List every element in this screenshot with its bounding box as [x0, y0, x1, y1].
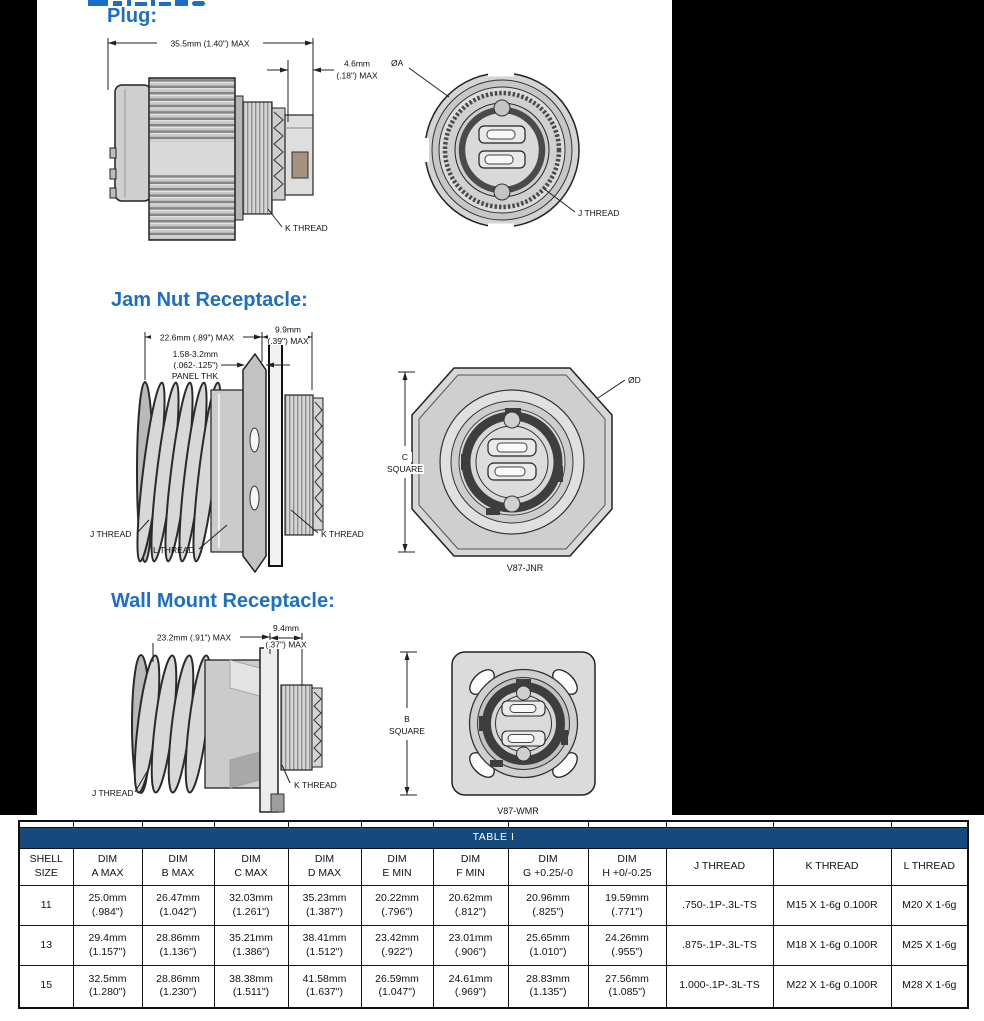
col-header-4: DIM D MAX [288, 849, 361, 886]
jnr-dia-d-label: ØD [628, 375, 641, 385]
table-cell: .875-.1P-.3L-TS [666, 926, 773, 966]
table-cell: 25.65mm (1.010") [508, 926, 588, 966]
col-header-5: DIM E MIN [361, 849, 433, 886]
wmr-tip-dim-line2: (.37") MAX [265, 639, 307, 650]
table-cell: 29.4mm (1.157") [73, 926, 142, 966]
jnr-panel [269, 334, 282, 566]
table-cell: M15 X 1-6g 0.100R [773, 886, 891, 926]
wmr-b-dim-letter: B [404, 714, 410, 724]
plug-side-view-drawing [95, 28, 390, 246]
table-cell: 26.59mm (1.047") [361, 966, 433, 1008]
table-cell: 11 [19, 886, 73, 926]
plug-heading: Plug: [107, 5, 157, 27]
table-row [19, 926, 968, 966]
table-cell: 38.41mm (1.512") [288, 926, 361, 966]
jnr-jam-nut [243, 354, 266, 572]
jnr-panel-dim-line3: PANEL THK [171, 371, 218, 381]
wmr-b-dim-word: SQUARE [389, 726, 425, 736]
table-cell: 24.26mm (.955") [588, 926, 666, 966]
table-cell: 41.58mm (1.637") [288, 966, 361, 1008]
jam-nut-front-view-drawing [385, 356, 655, 584]
table-title: TABLE I [19, 828, 968, 849]
table-cell: 35.21mm (1.386") [214, 926, 288, 966]
plug-front-view-drawing [385, 40, 645, 238]
jnr-panel-dim-line2: (.062-.125") [173, 360, 218, 370]
plug-j-thread-label: J THREAD [578, 208, 620, 218]
jnr-c-dim-word: SQUARE [387, 464, 423, 474]
table-cell: M18 X 1-6g 0.100R [773, 926, 891, 966]
table-cell: 28.83mm (1.135") [508, 966, 588, 1008]
plug-dia-a-label: ØA [391, 58, 404, 68]
jam-nut-side-view-drawing [85, 320, 385, 572]
wmr-length-dim: 23.2mm (.91") MAX [156, 632, 232, 643]
table-cell: 1.000-.1P-.3L-TS [666, 966, 773, 1008]
table-cell: 38.38mm (1.511") [214, 966, 288, 1008]
col-header-10: K THREAD [773, 849, 891, 886]
table-cell: 25.0mm (.984") [73, 886, 142, 926]
table-cell: 19.59mm (.771") [588, 886, 666, 926]
jnr-barrel [211, 390, 245, 552]
col-header-6: DIM F MIN [433, 849, 508, 886]
table-cell: 32.03mm (1.261") [214, 886, 288, 926]
wall-mount-front-view-drawing [385, 638, 655, 820]
col-header-2: DIM B MAX [142, 849, 214, 886]
plug-k-thread-label: K THREAD [285, 223, 328, 233]
jam-nut-heading: Jam Nut Receptacle: [111, 289, 308, 311]
plug-length-dim: 35.5mm (1.40") MAX [170, 38, 250, 49]
table-cell: 27.56mm (1.085") [588, 966, 666, 1008]
table-cell: 20.62mm (.812") [433, 886, 508, 926]
right-black-band [672, 0, 984, 815]
table-cell: 13 [19, 926, 73, 966]
plug-knurl-bottom [149, 175, 235, 240]
plug-tip-dim-line1: 4.6mm [344, 58, 370, 69]
col-header-8: DIM H +0/-0.25 [588, 849, 666, 886]
jnr-nut-dim-line2: (.39") MAX [267, 336, 309, 346]
table-cell: M20 X 1-6g [891, 886, 968, 926]
jnr-k-thread-label: K THREAD [321, 529, 364, 539]
table-cell: 20.96mm (.825") [508, 886, 588, 926]
wmr-tip-dim-line1: 9.4mm [273, 623, 299, 633]
table-cell: 20.22mm (.796") [361, 886, 433, 926]
jnr-l-thread-label: L THREAD [153, 545, 195, 555]
col-header-9: J THREAD [666, 849, 773, 886]
jnr-panel-dim-line1: 1.58-3.2mm [172, 349, 218, 359]
table-cell: M28 X 1-6g [891, 966, 968, 1008]
jnr-c-dim-letter: C [401, 452, 409, 462]
plug-contact [292, 152, 308, 178]
wmr-caption: V87-WMR [497, 806, 539, 816]
plug-tip-dim-line2: (.18") MAX [336, 70, 378, 81]
table-cell: M22 X 1-6g 0.100R [773, 966, 891, 1008]
table-cell: 23.01mm (.906") [433, 926, 508, 966]
table-row [19, 886, 968, 926]
table-row [19, 966, 968, 1008]
table-cell: 28.86mm (1.230") [142, 966, 214, 1008]
table-cell: 24.61mm (.969") [433, 966, 508, 1008]
jnr-nut-dim-line1: 9.9mm [275, 324, 301, 335]
plug-knurl-top [149, 78, 235, 142]
table-body [19, 886, 968, 1008]
jnr-j-thread-label: J THREAD [90, 529, 132, 539]
wmr-k-thread-label: K THREAD [294, 780, 337, 790]
wmr-j-thread-label: J THREAD [92, 788, 134, 798]
table-cell: 26.47mm (1.042") [142, 886, 214, 926]
jnr-caption: V87-JNR [506, 563, 544, 573]
table-cell: 35.23mm (1.387") [288, 886, 361, 926]
dimension-table [18, 820, 969, 1009]
table-cell: 28.86mm (1.136") [142, 926, 214, 966]
wmr-k-thread-section [281, 685, 312, 770]
col-header-3: DIM C MAX [214, 849, 288, 886]
plug-backshell [115, 85, 151, 201]
wall-mount-side-view-drawing [85, 620, 385, 818]
table-cell: 32.5mm (1.280") [73, 966, 142, 1008]
left-black-band [0, 0, 37, 815]
plug-k-thread-section [243, 102, 272, 214]
table-cell: .750-.1P-.3L-TS [666, 886, 773, 926]
col-header-11: L THREAD [891, 849, 968, 886]
col-header-0: SHELL SIZE [19, 849, 73, 886]
jnr-length-dim: 22.6mm (.89") MAX [159, 332, 235, 343]
col-header-7: DIM G +0.25/-0 [508, 849, 588, 886]
table-cell: 15 [19, 966, 73, 1008]
wall-mount-heading: Wall Mount Receptacle: [111, 590, 335, 612]
table-header-row [19, 849, 968, 886]
col-header-1: DIM A MAX [73, 849, 142, 886]
table-cell: 23.42mm (.922") [361, 926, 433, 966]
table-cell: M25 X 1-6g [891, 926, 968, 966]
wmr-flange [260, 648, 278, 812]
jnr-k-thread-section [285, 395, 313, 535]
